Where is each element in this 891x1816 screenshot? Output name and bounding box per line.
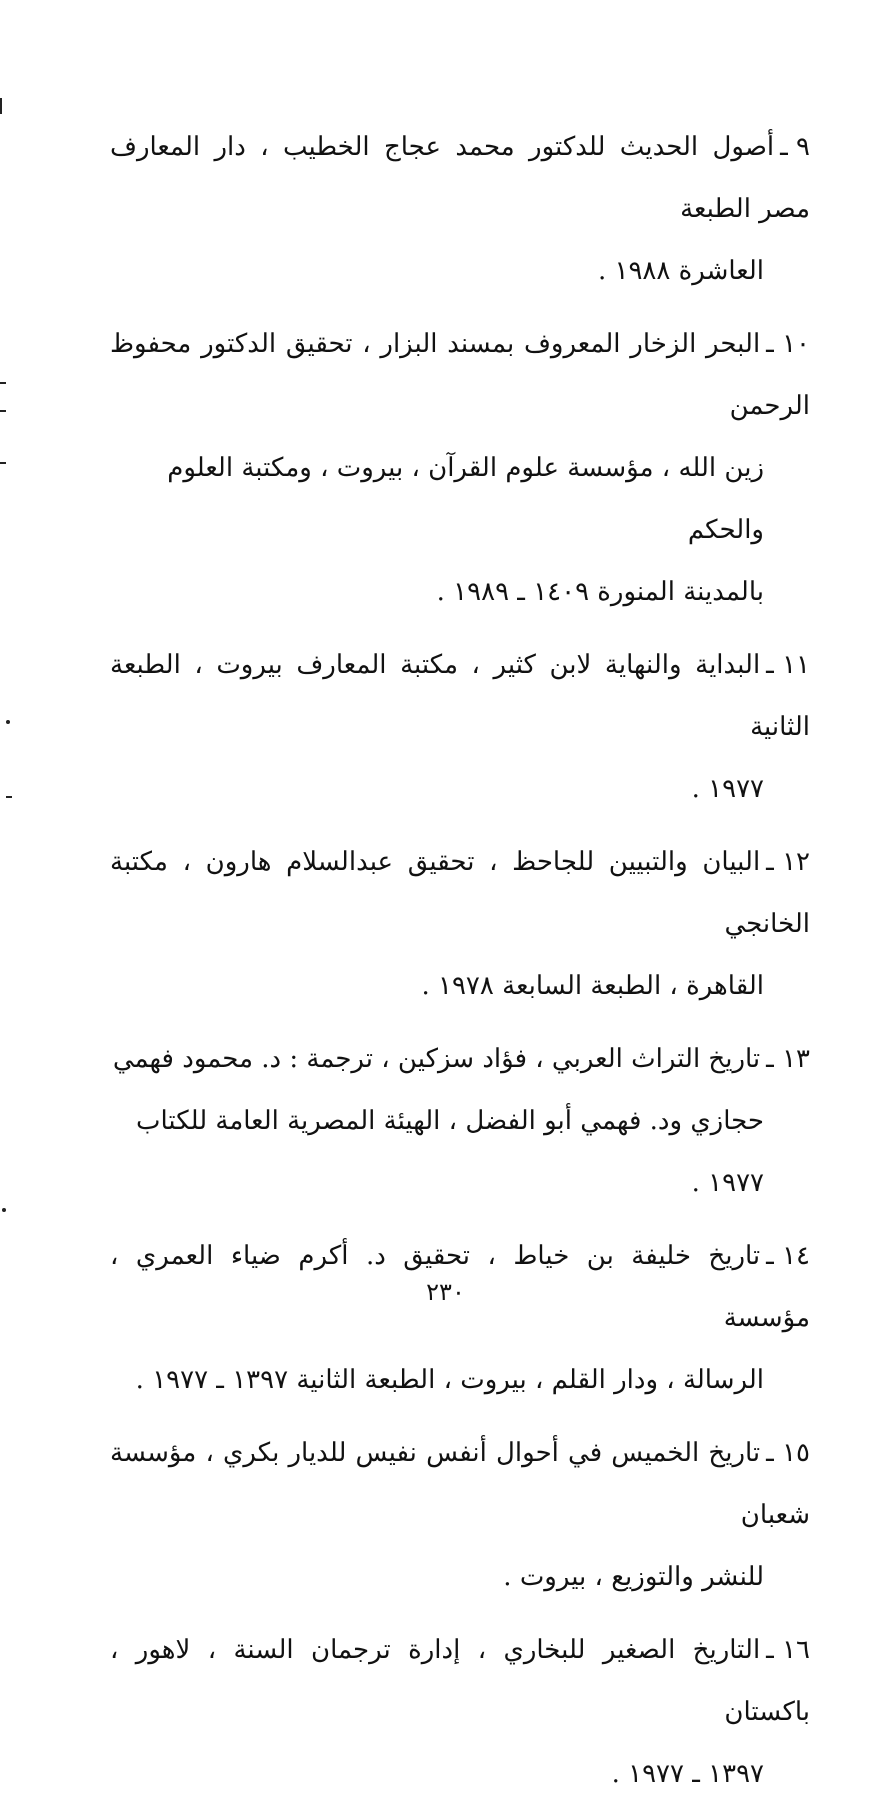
entry-continuation: ١٣٩٧ ـ ١٩٧٧ . — [611, 1759, 764, 1789]
entry-number: ١٦ ـ — [766, 1635, 810, 1665]
scan-mark — [0, 98, 2, 114]
scan-mark — [0, 410, 6, 412]
bibliography-entry-11 — [110, 634, 810, 820]
scan-mark — [6, 720, 10, 724]
entry-number: ١٢ ـ — [766, 847, 810, 877]
bibliography-entry-13 — [110, 1028, 810, 1214]
bibliography-entry-9 — [110, 116, 810, 302]
entry-text-line: أصول الحديث للدكتور محمد عجاج الخطيب ، دار المعارف مصر الطبعة — [110, 132, 810, 224]
entry-text-line: البداية والنهاية لابن كثير ، مكتبة المعارف بيروت ، الطبعة الثانية — [110, 650, 810, 742]
bibliography-entry-10 — [110, 313, 810, 623]
entry-number: ٩ ـ — [780, 132, 810, 162]
entry-text-line: تاريخ التراث العربي ، فؤاد سزكين ، ترجمة : د. محمود فهمي — [112, 1044, 761, 1074]
entry-continuation: زين الله ، مؤسسة علوم القرآن ، بيروت ، ومكتبة العلوم والحكم — [167, 453, 764, 545]
entry-text-line: التاريخ الصغير للبخاري ، إدارة ترجمان السنة ، لاهور ، باكستان — [110, 1635, 810, 1727]
entry-text-line: البحر الزخار المعروف بمسند البزار ، تحقيق الدكتور محفوظ الرحمن — [110, 329, 810, 421]
bibliography-entry-16 — [110, 1619, 810, 1805]
scan-mark — [6, 796, 12, 798]
entry-number: ١٤ ـ — [766, 1241, 810, 1271]
entry-number: ١٥ ـ — [766, 1438, 810, 1468]
bibliography-entry-14 — [110, 1225, 810, 1411]
entry-continuation: بالمدينة المنورة ١٤٠٩ ـ ١٩٨٩ . — [436, 577, 764, 607]
entry-continuation: العاشرة ١٩٨٨ . — [597, 256, 764, 286]
entry-continuation: القاهرة ، الطبعة السابعة ١٩٧٨ . — [421, 971, 764, 1001]
entry-text-line: البيان والتبيين للجاحظ ، تحقيق عبدالسلام هارون ، مكتبة الخانجي — [110, 847, 810, 939]
scan-mark — [0, 382, 6, 384]
entry-number: ١١ ـ — [766, 650, 810, 680]
bibliography-list — [110, 116, 810, 1816]
scan-mark — [0, 462, 6, 464]
bibliography-entry-15 — [110, 1422, 810, 1608]
bibliography-entry-12 — [110, 831, 810, 1017]
entry-number: ١٠ ـ — [766, 329, 810, 359]
entry-continuation: للنشر والتوزيع ، بيروت . — [503, 1562, 764, 1592]
entry-continuation: الرسالة ، ودار القلم ، بيروت ، الطبعة الثانية ١٣٩٧ ـ ١٩٧٧ . — [135, 1365, 764, 1395]
scan-mark — [2, 1208, 6, 1212]
entry-continuation: ١٩٧٧ . — [691, 774, 764, 804]
entry-text-line: تاريخ خليفة بن خياط ، تحقيق د. أكرم ضياء العمري ، مؤسسة — [110, 1241, 810, 1333]
page-number: ٢٣٠ — [426, 1278, 465, 1306]
entry-text-line: تاريخ الخميس في أحوال أنفس نفيس للديار بكري ، مؤسسة شعبان — [110, 1438, 810, 1530]
entry-continuation: حجازي ود. فهمي أبو الفضل ، الهيئة المصرية العامة للكتاب ١٩٧٧ . — [135, 1106, 764, 1198]
entry-number: ١٣ ـ — [766, 1044, 810, 1074]
